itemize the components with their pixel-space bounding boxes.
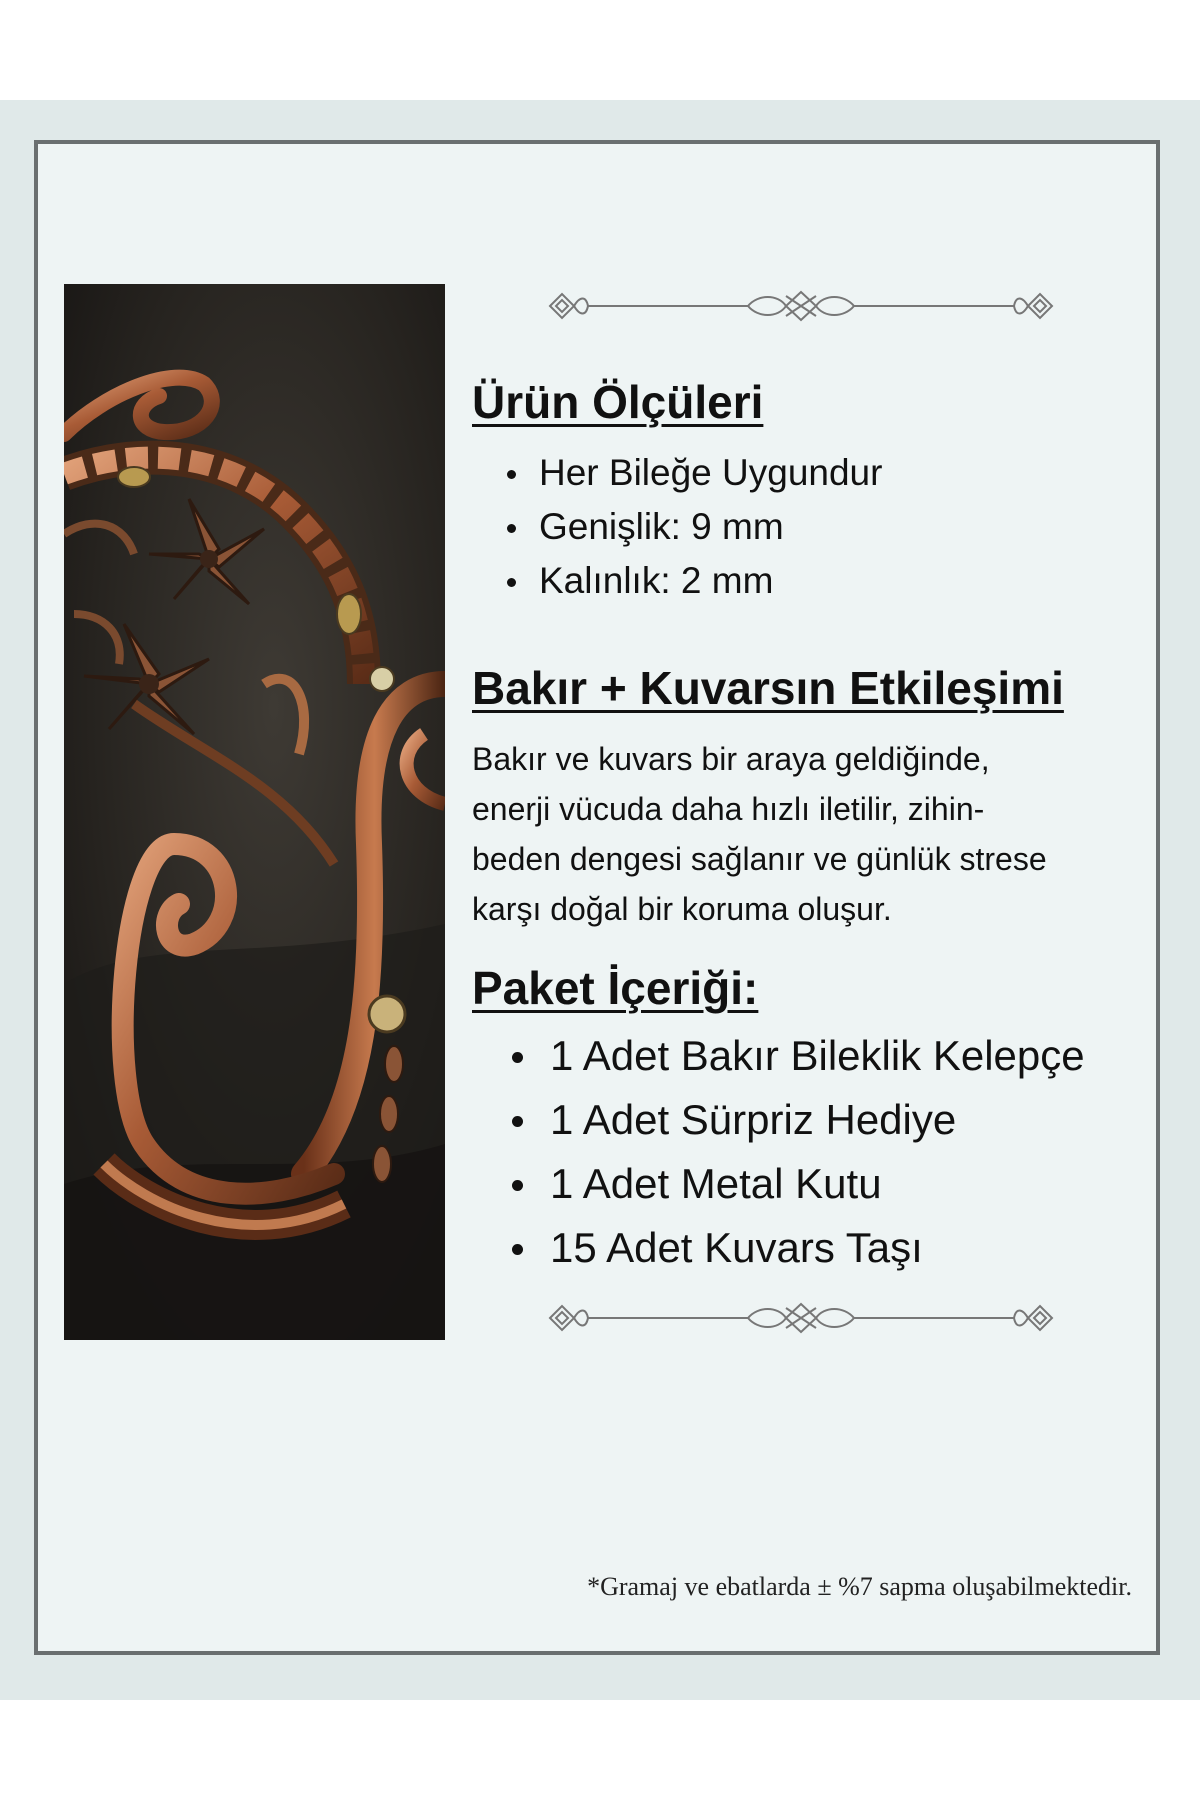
paragraph-line: Bakır ve kuvars bir araya geldiğinde, bbox=[472, 741, 990, 777]
list-item: Kalınlık: 2 mm bbox=[472, 554, 1152, 608]
list-item: 1 Adet Bakır Bileklik Kelepçe bbox=[472, 1024, 1152, 1088]
list-item: 1 Adet Sürpriz Hediye bbox=[472, 1088, 1152, 1152]
list-item: 1 Adet Metal Kutu bbox=[472, 1152, 1152, 1216]
interaction-paragraph bbox=[472, 734, 1132, 934]
product-photo bbox=[64, 284, 445, 1340]
package-heading: Paket İçeriği: bbox=[472, 962, 759, 1014]
copper-cuff-bracelet-photo-icon bbox=[64, 284, 445, 1340]
dimensions-list bbox=[472, 446, 1152, 608]
paragraph-line: beden dengesi sağlanır ve günlük strese bbox=[472, 841, 1047, 877]
decorative-divider-icon bbox=[548, 282, 1054, 330]
list-item: 15 Adet Kuvars Taşı bbox=[472, 1216, 1152, 1280]
paragraph-line: karşı doğal bir koruma oluşur. bbox=[472, 891, 892, 927]
list-item: Genişlik: 9 mm bbox=[472, 500, 1152, 554]
decorative-divider-icon bbox=[548, 1294, 1054, 1342]
interaction-heading: Bakır + Kuvarsın Etkileşimi bbox=[472, 662, 1064, 714]
package-list bbox=[472, 1024, 1152, 1280]
text-content bbox=[472, 372, 1152, 1280]
footnote: *Gramaj ve ebatlarda ± %7 sapma oluşabilmektedir. bbox=[587, 1572, 1132, 1601]
list-item: Her Bileğe Uygundur bbox=[472, 446, 1152, 500]
dimensions-heading: Ürün Ölçüleri bbox=[472, 376, 764, 428]
paragraph-line: enerji vücuda daha hızlı iletilir, zihin- bbox=[472, 791, 985, 827]
